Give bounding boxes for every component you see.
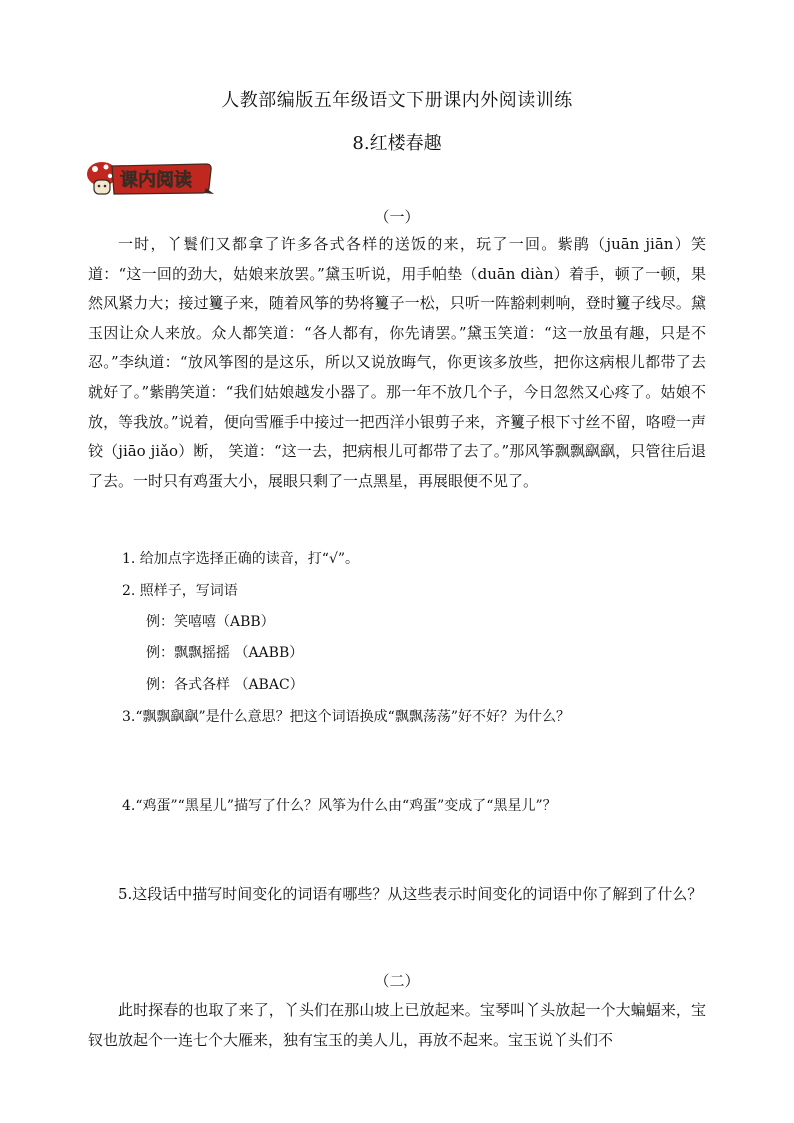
section-marker-2: （二） xyxy=(374,972,420,990)
mushroom-badge-icon xyxy=(80,158,216,198)
question-5: 5.这段话中描写时间变化的词语有哪些？从这些表示时间变化的词语中你了解到了什么？ xyxy=(118,885,703,903)
passage-2: 此时探春的也取了来了，丫头们在那山坡上已放起来。宝琴叫丫头放起一个大蝙蝠来，宝钗也放起个一连七个大雁来，独有宝玉的美人儿，再放不起来。宝玉说丫头们不 xyxy=(88,1001,706,1049)
page-title: 人教部编版五年级语文下册课内外阅读训练 xyxy=(221,90,573,111)
example-abac: 例：各式各样 （ABAC） xyxy=(146,677,304,693)
question-1: 1. 给加点字选择正确的读音，打“√”。 xyxy=(122,551,360,567)
section-marker-1: （一） xyxy=(374,208,420,226)
example-abb: 例：笑嘻嘻（ABB） xyxy=(146,614,275,630)
example-aabb: 例：飘飘摇摇 （AABB） xyxy=(146,645,304,661)
lesson-title: 8.红楼春趣 xyxy=(352,133,442,154)
reading-badge xyxy=(80,158,216,198)
question-2: 2. 照样子，写词语 xyxy=(122,583,238,599)
badge-label: 课内阅读 xyxy=(120,170,192,191)
passage-1: 一时，丫鬟们又都拿了许多各式各样的送饭的来，玩了一回。紫鹃（juān jiān）笑道：“这一回的劲大，姑娘来放罢。”黛玉听说，用手帕垫（duān diàn）着手，顿了一顿，果然风紧力大；接过籰子来，随着风筝的势将籰子一松，只听一阵豁剌剌响，登时籰子线尽。黛玉因让众人来放。众人都笑道：“各人都有，你先请罢。”黛玉笑道：“这一放虽有趣，只是不忍。”李纨道：“放风筝图的是这乐，所以又说放晦气，你更该多放些，把你这病根儿都带了去就好了。”紫鹃笑道：“我们姑娘越发小器了。那一年不放几个子，今日忽然又心疼了。姑娘不放，等我放。”说着，便向雪雁手中接过一把西洋小银剪子来，齐籰子根下寸丝不留，咯噔一声铰（jiāo jiǎo）断， 笑道：“这一去，把病根儿可都带了去了。”那风筝飘飘飖飖，只管往后退了去。一时只有鸡蛋大小，展眼只剩了一点黑星，再展眼便不见了。 xyxy=(88,235,706,490)
question-3: 3.“飘飘飖飖”是什么意思？把这个词语换成“飘飘荡荡”好不好？为什么？ xyxy=(122,709,570,725)
question-4: 4.“鸡蛋”“黑星儿”描写了什么？风筝为什么由“鸡蛋”变成了“黑星儿”？ xyxy=(122,798,557,814)
